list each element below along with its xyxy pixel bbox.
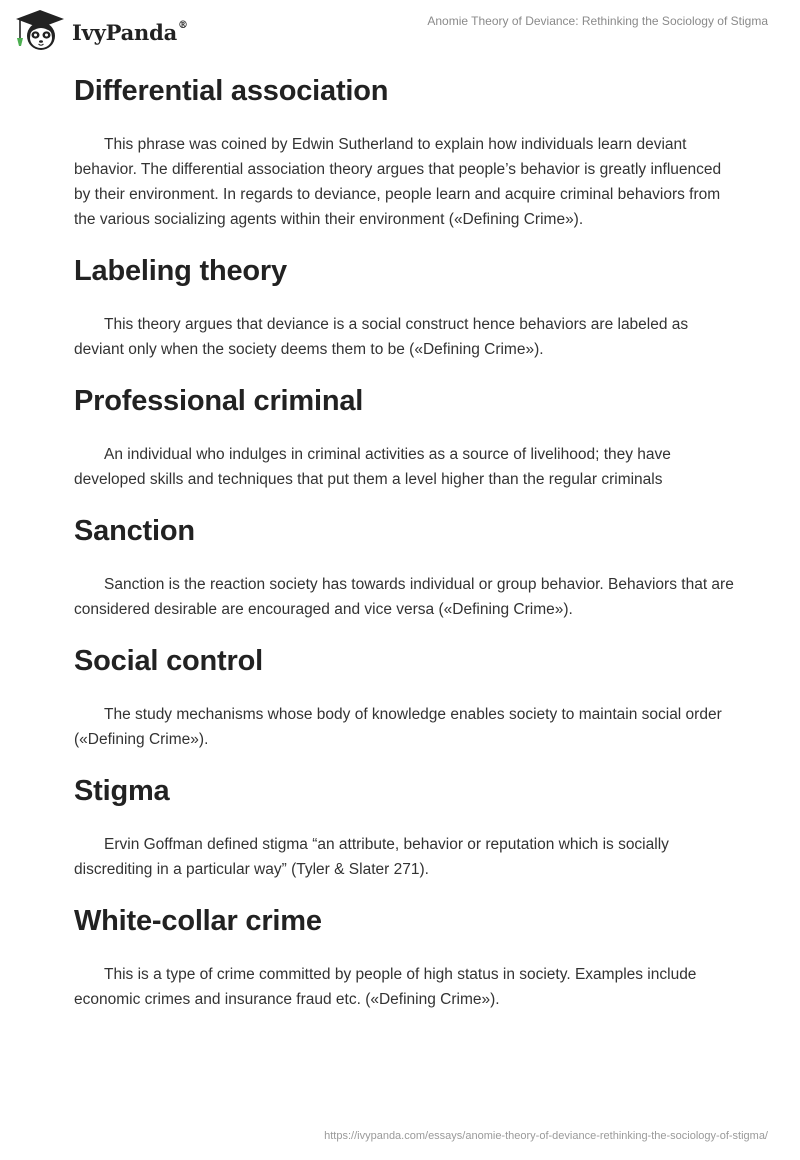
document-title: Anomie Theory of Deviance: Rethinking the Sociology of Stigma [427,14,768,28]
document-body [74,70,734,1030]
registered-mark: ® [178,19,188,31]
logo[interactable] [14,8,188,52]
section-heading: Stigma [74,775,170,807]
section-heading: Differential association [74,75,389,107]
section-heading: White-collar crime [74,905,322,937]
section-professional-criminal [74,380,734,492]
section-paragraph: Ervin Goffman defined stigma “an attribute, behavior or reputation which is socially discrediting in a particular way” (Tyler & Slater 271). [74,836,669,878]
section-labeling-theory [74,250,734,362]
section-sanction [74,510,734,622]
section-paragraph: The study mechanisms whose body of knowledge enables society to maintain social order («Defining Crime»). [74,706,722,748]
source-url[interactable]: https://ivypanda.com/essays/anomie-theory-of-deviance-rethinking-the-sociology-of-stigma/ [324,1130,768,1142]
section-social-control [74,640,734,752]
logo-wordmark: IvyPanda® [72,19,188,45]
page-header [0,0,800,60]
section-paragraph: Sanction is the reaction society has towards individual or group behavior. Behaviors that are considered desirable are encouraged and vice versa («Defining Crime»). [74,576,734,618]
section-stigma [74,770,734,882]
section-differential-association [74,70,734,232]
section-heading: Social control [74,645,263,677]
section-paragraph: This phrase was coined by Edwin Sutherland to explain how individuals learn deviant behavior. The differential association theory argues that people’s behavior is greatly influenced by their environment. In regards to deviance, people learn and acquire criminal behaviors from the various socializing agents within their environment («Defining Crime»). [74,136,722,228]
section-paragraph: This is a type of crime committed by people of high status in society. Examples include economic crimes and insurance fraud etc. («Defining Crime»). [74,966,697,1008]
section-paragraph: This theory argues that deviance is a social construct hence behaviors are labeled as deviant only when the society deems them to be («Defining Crime»). [74,316,689,358]
section-heading: Professional criminal [74,385,364,417]
panda-graduation-cap-icon [14,8,66,52]
section-white-collar-crime [74,900,734,1012]
section-paragraph: An individual who indulges in criminal activities as a source of livelihood; they have developed skills and techniques that put them a level higher than the regular criminals [74,446,671,488]
section-heading: Labeling theory [74,255,287,287]
section-heading: Sanction [74,515,195,547]
